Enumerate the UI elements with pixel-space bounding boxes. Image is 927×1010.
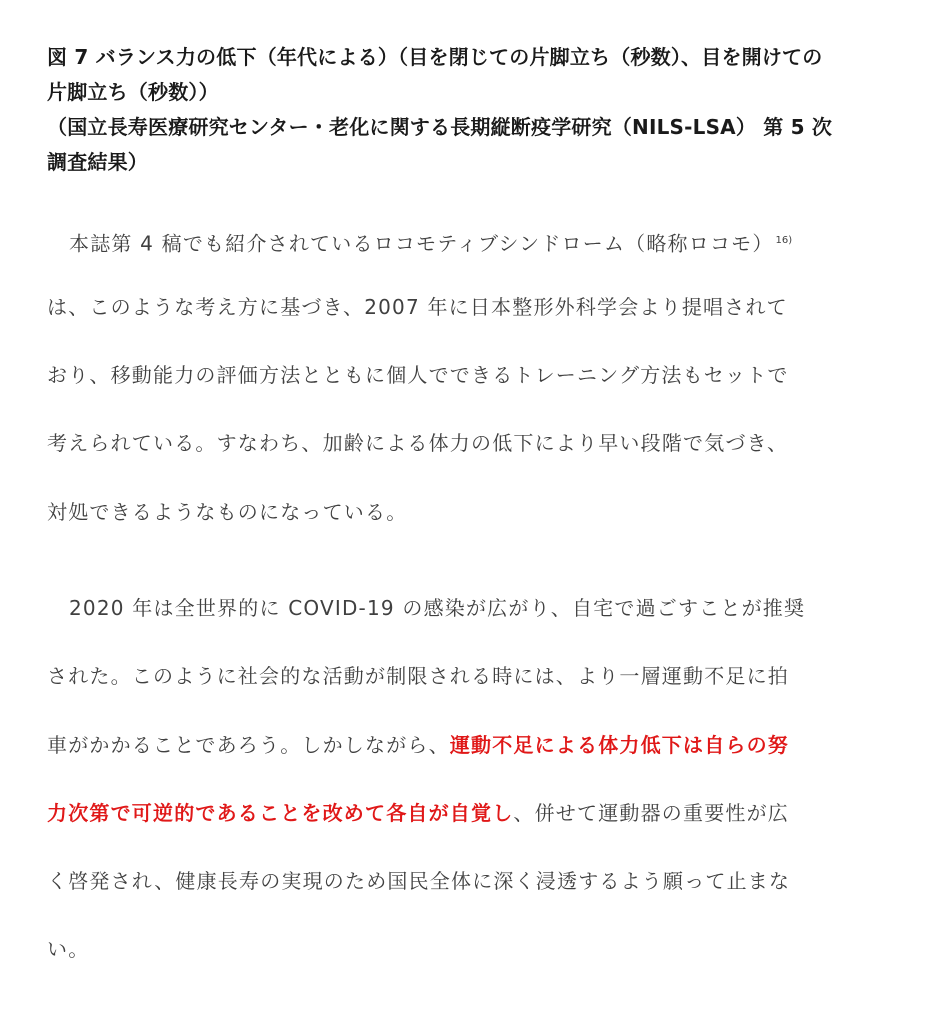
caption-line-4: 調査結果） bbox=[47, 150, 148, 174]
paragraph-2-line-6: い。 bbox=[47, 937, 90, 961]
paragraph-2-line-1: 2020 年は全世界的に COVID-19 の感染が広がり、自宅で過ごすことが推奨 bbox=[69, 596, 806, 620]
caption-line-2: 片脚立ち（秒数）） bbox=[47, 80, 219, 104]
paragraph-2-line-4-normal: 、併せて運動器の重要性が広 bbox=[513, 801, 790, 825]
paragraph-2-line-4 bbox=[47, 798, 789, 828]
caption-line-1: 図 7 バランス力の低下（年代による）（目を閉じての片脚立ち（秒数）、目を開けての bbox=[47, 45, 823, 69]
paragraph-1-line-2: は、このような考え方に基づき、2007 年に日本整形外科学会より提唱されて bbox=[47, 295, 788, 319]
citation-superscript: 16) bbox=[775, 235, 793, 246]
paragraph-1-line-3: おり、移動能力の評価方法とともに個人でできるトレーニング方法もセットで bbox=[47, 363, 789, 387]
paragraph-2-line-3 bbox=[47, 730, 789, 760]
emphasis-text-1: 運動不足による体力低下は自らの努 bbox=[449, 733, 790, 757]
paragraph-2-line-3-normal: 車がかかることであろう。しかしながら、 bbox=[47, 733, 450, 757]
paragraph-1-line-5: 対処できるようなものになっている。 bbox=[47, 500, 408, 524]
figure-caption bbox=[47, 40, 877, 180]
paragraph-2-line-2: された。このように社会的な活動が制限される時には、より一層運動不足に拍 bbox=[47, 664, 789, 688]
paragraph-1-line-4: 考えられている。すなわち、加齢による体力の低下により早い段階で気づき、 bbox=[47, 431, 789, 455]
paragraph-2-line-5: く啓発され、健康長寿の実現のため国民全体に深く浸透するよう願って止まな bbox=[47, 869, 791, 893]
paragraph-1-line-1-text: 本誌第 4 稿でも紹介されているロコモティブシンドローム（略称ロコモ） bbox=[69, 231, 774, 256]
paragraph-1-line-1 bbox=[47, 226, 792, 259]
caption-line-3: （国立長寿医療研究センター・老化に関する長期縦断疫学研究（NILS-LSA） 第 5 次 bbox=[47, 115, 833, 139]
emphasis-text-2: 力次第で可逆的であることを改めて各自が自覚し bbox=[47, 801, 514, 825]
